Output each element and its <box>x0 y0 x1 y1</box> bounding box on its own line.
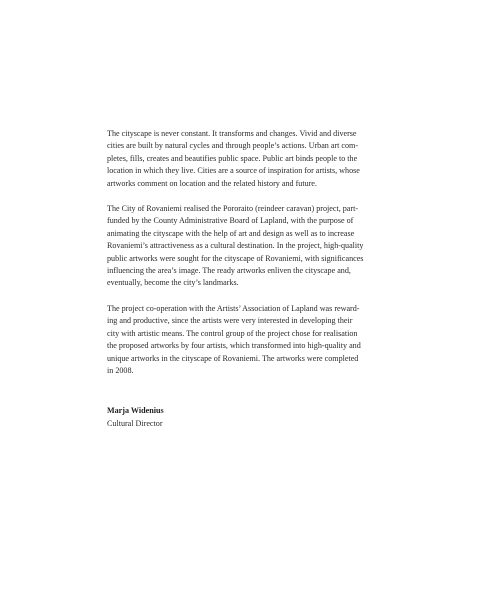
paragraph-line: pletes, fills, creates and beautifies public space. Public art binds people to the <box>107 153 358 163</box>
paragraph-line: artworks comment on location and the related history and future. <box>107 178 317 188</box>
paragraph-1 <box>107 128 379 190</box>
paragraph-line: The cityscape is never constant. It transforms and changes. Vivid and diverse <box>107 129 357 138</box>
paragraph-line: cities are built by natural cycles and through people’s actions. Urban art com- <box>107 141 359 151</box>
paragraph-line: influencing the area’s image. The ready artworks enliven the cityscape and, <box>107 266 351 276</box>
paragraph-line: The City of Rovaniemi realised the Pororaito (reindeer caravan) project, part- <box>107 204 359 214</box>
paragraph-line: Rovaniemi’s attractiveness as a cultural destination. In the project, high-quality <box>107 241 364 251</box>
paragraph-line: funded by the County Administrative Board of Lapland, with the purpose of <box>107 216 354 226</box>
paragraph-line: The project co-operation with the Artists’ Association of Lapland was reward- <box>107 303 360 313</box>
paragraph-line: location in which they live. Cities are a source of inspiration for artists, whose <box>107 166 360 176</box>
signature-title: Cultural Director <box>107 418 163 428</box>
paragraph-line: in 2008. <box>107 365 134 375</box>
signature-name: Marja Widenius <box>107 406 164 416</box>
paragraph-line: ing and productive, since the artists were very interested in developing their <box>107 316 353 326</box>
paragraph-line: animating the cityscape with the help of art and design as well as to increase <box>107 228 355 238</box>
paragraph-2 <box>107 203 379 290</box>
paragraph-line: city with artistic means. The control group of the project chose for realisation <box>107 328 358 338</box>
signature-block <box>107 405 379 430</box>
paragraph-line: unique artworks in the cityscape of Rovaniemi. The artworks were completed <box>107 353 359 363</box>
paragraph-line: the proposed artworks by four artists, which transformed into high-quality and <box>107 341 361 351</box>
paragraph-line: public artworks were sought for the cityscape of Rovaniemi, with significances <box>107 253 364 263</box>
paragraph-line: eventually, become the city’s landmarks. <box>107 278 239 288</box>
paragraph-3 <box>107 303 379 377</box>
text-column <box>107 128 379 430</box>
